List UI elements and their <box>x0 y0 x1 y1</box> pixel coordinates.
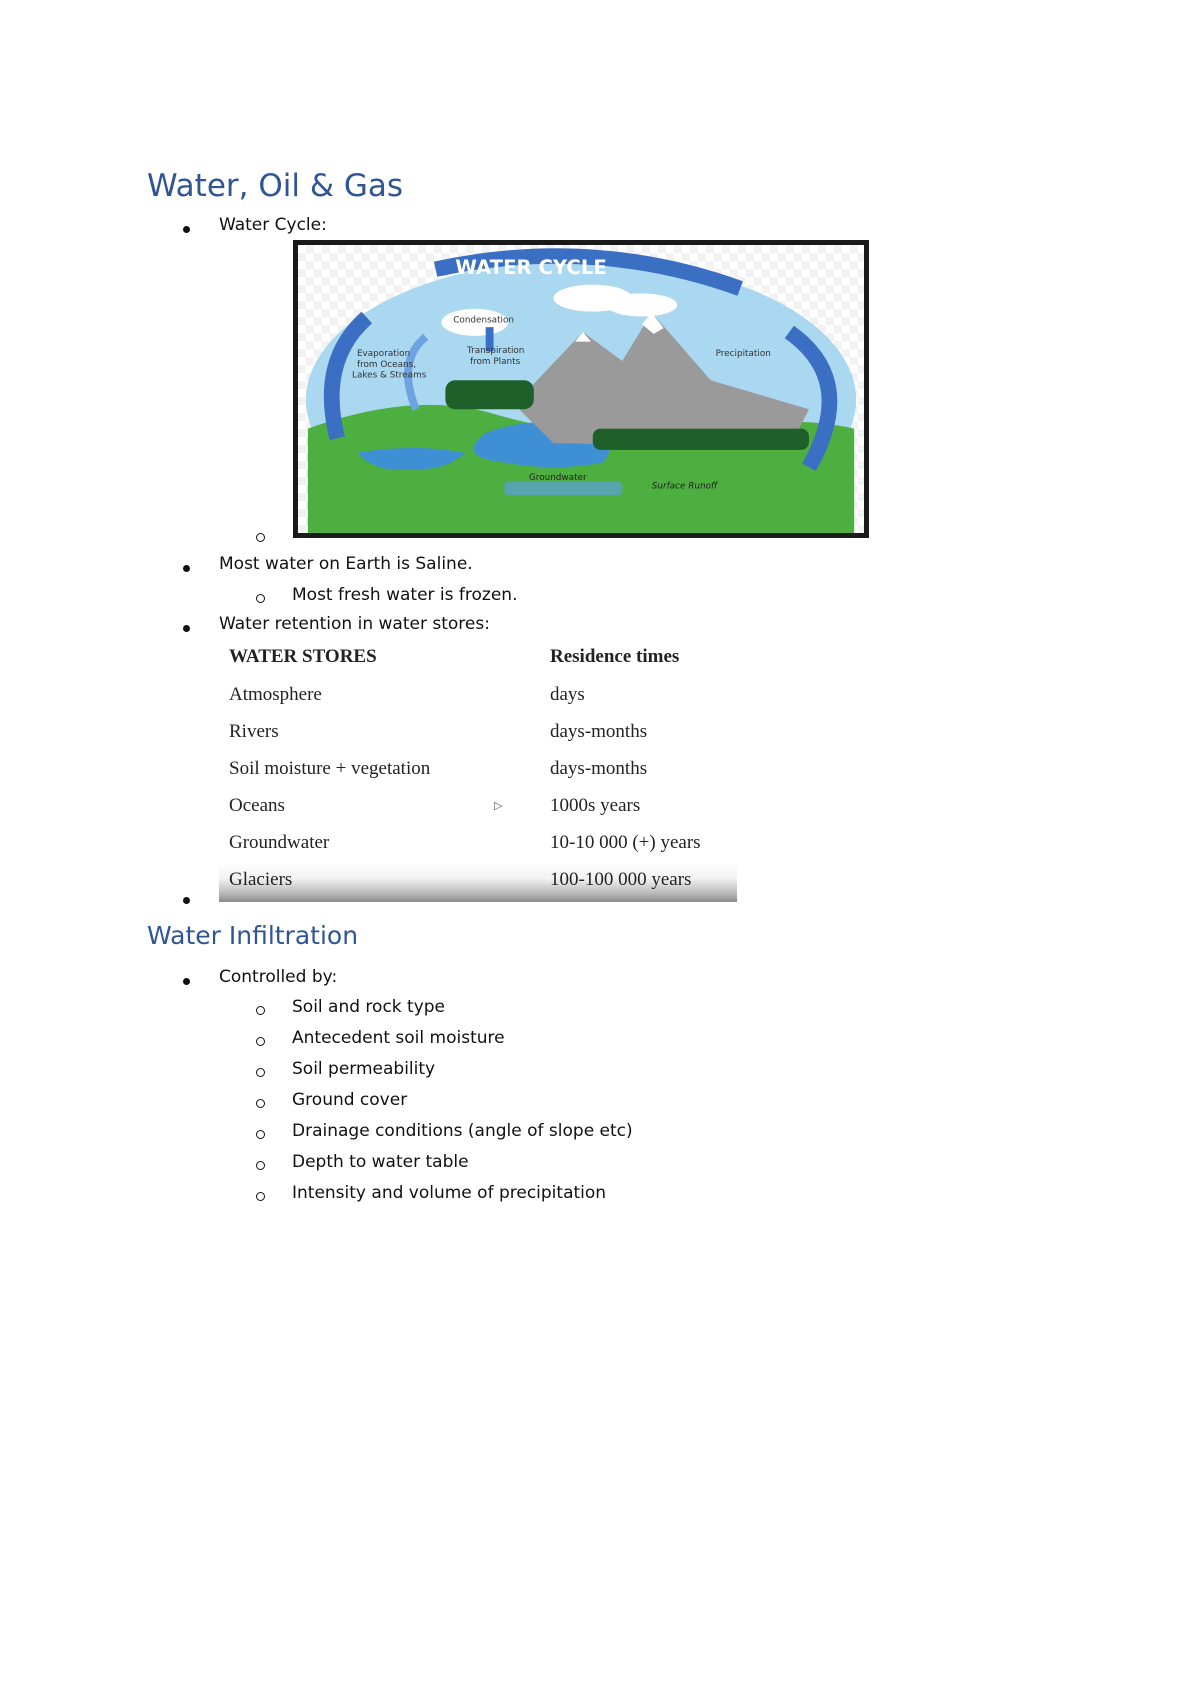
label-evaporation-3: Lakes & Streams <box>352 370 427 381</box>
table-cell: Soil moisture + vegetation <box>229 758 431 779</box>
factor-item: Intensity and volume of precipitation <box>292 1183 607 1203</box>
bullet-dot <box>183 221 190 237</box>
controlled-by-item: Controlled by: <box>219 967 338 987</box>
water-cycle-image <box>293 240 869 538</box>
label-runoff: Surface Runoff <box>651 481 718 492</box>
label-transpiration-1: Transpiration <box>467 346 525 357</box>
table-cell: days-months <box>550 721 648 742</box>
table-cell: 100-100 000 years <box>550 869 692 890</box>
label-evaporation-1: Evaporation <box>356 349 411 360</box>
bullet-dot <box>183 892 190 908</box>
table-cell: Atmosphere <box>229 684 322 705</box>
bullet-ring <box>256 1189 265 1205</box>
table-cell: 10-10 000 (+) years <box>550 832 701 853</box>
section-title: Water Infiltration <box>147 921 359 950</box>
table-header-residence: Residence times <box>550 646 680 667</box>
page-title: Water, Oil & Gas <box>147 168 404 204</box>
bullet-dot <box>183 620 190 636</box>
table-cell: Rivers <box>229 721 279 742</box>
factor-item: Ground cover <box>292 1090 408 1110</box>
factor-item: Antecedent soil moisture <box>292 1028 505 1048</box>
label-condensation: Condensation <box>453 315 515 326</box>
retention-item: Water retention in water stores: <box>219 614 490 634</box>
factor-item: Depth to water table <box>292 1152 469 1172</box>
factor-item: Soil permeability <box>292 1059 436 1079</box>
water-cycle-illustration <box>298 245 864 533</box>
bullet-ring <box>256 1034 265 1050</box>
bullet-ring <box>256 1127 265 1143</box>
label-transpiration-2: from Plants <box>469 356 521 367</box>
cycle-title: WATER CYCLE <box>455 256 607 279</box>
bullet-dot <box>183 560 190 576</box>
table-cell: Oceans <box>229 795 285 816</box>
label-evaporation-2: from Oceans, <box>356 359 417 370</box>
mouse-cursor-icon: ▷ <box>494 799 503 812</box>
bullet-ring <box>256 591 265 607</box>
bullet-ring <box>256 1003 265 1019</box>
label-precipitation: Precipitation <box>715 349 771 360</box>
frozen-subitem: Most fresh water is frozen. <box>292 585 518 605</box>
label-groundwater: Groundwater <box>528 472 587 483</box>
water-cycle-item: Water Cycle: <box>219 215 327 235</box>
groundwater-band <box>504 482 622 496</box>
table-cell: Groundwater <box>229 832 330 853</box>
bullet-dot <box>183 973 190 989</box>
table-cell: 1000s years <box>550 795 641 816</box>
bullet-ring <box>256 1158 265 1174</box>
saline-item: Most water on Earth is Saline. <box>219 554 473 574</box>
bullet-ring <box>256 1065 265 1081</box>
table-header-stores: WATER STORES <box>229 646 377 667</box>
water-stores-table <box>219 638 737 902</box>
bullet-ring <box>256 1096 265 1112</box>
factor-item: Soil and rock type <box>292 997 446 1017</box>
factor-item: Drainage conditions (angle of slope etc) <box>292 1121 633 1141</box>
table-cell: Glaciers <box>229 869 293 890</box>
table-cell: days-months <box>550 758 648 779</box>
bullet-ring <box>256 530 265 546</box>
table-cell: days <box>550 684 585 705</box>
